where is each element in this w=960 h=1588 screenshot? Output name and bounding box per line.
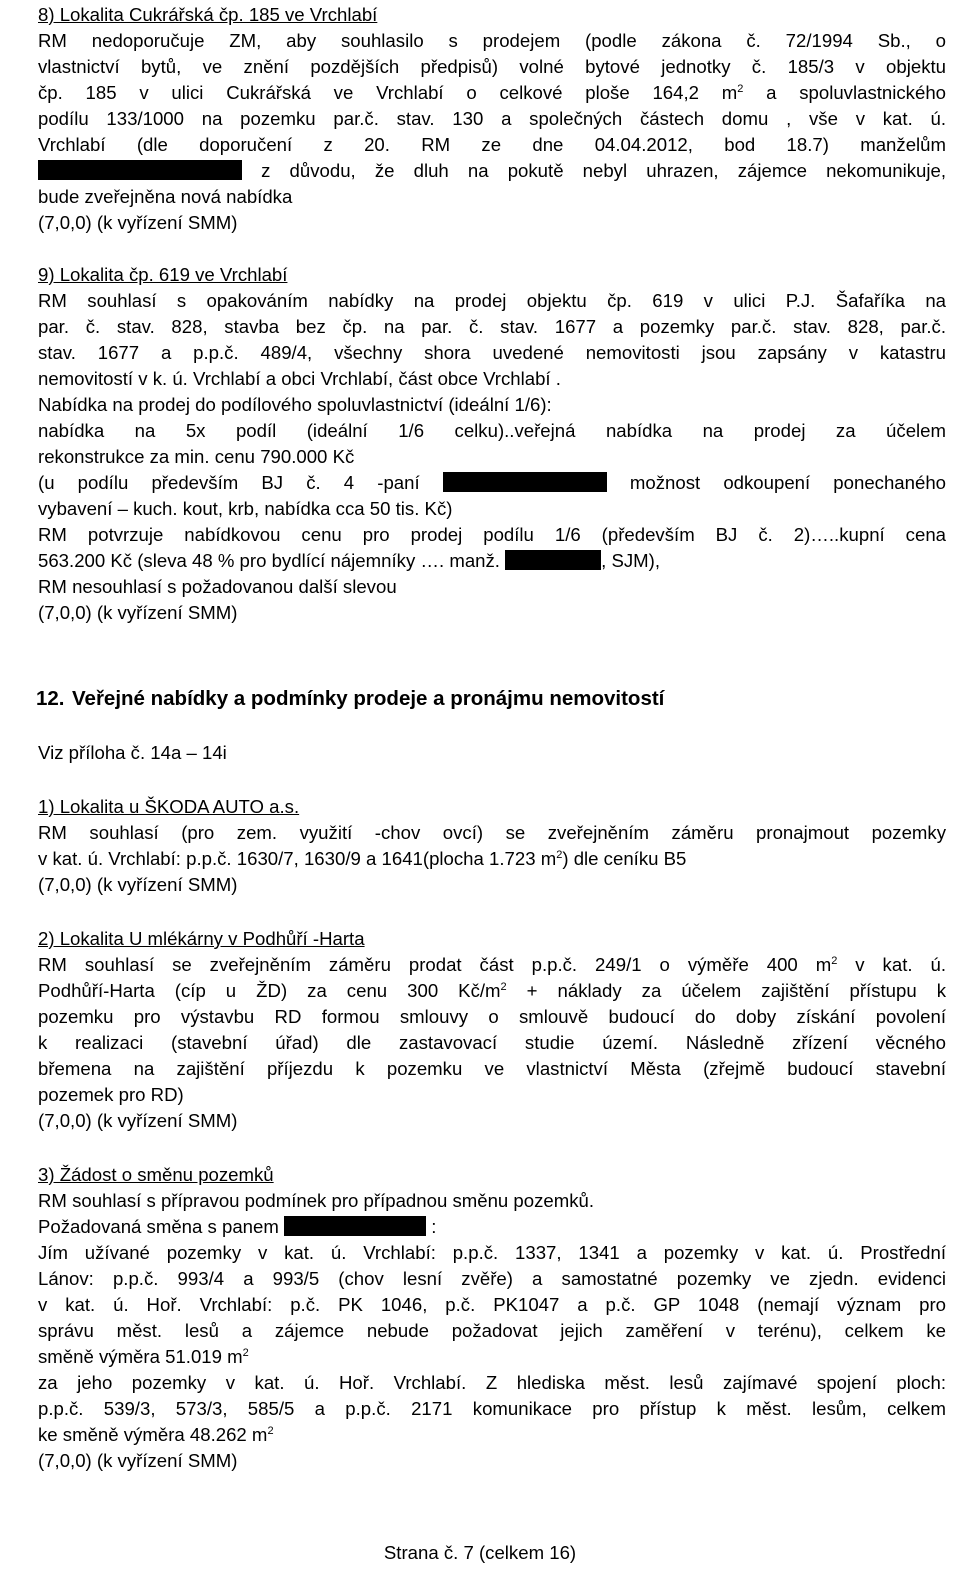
- section-12-heading: 12. Veřejné nabídky a podmínky prodeje a pronájmu nemovitostí: [36, 687, 665, 710]
- point-2-heading: 2) Lokalita U mlékárny v Podhůří -Harta: [38, 928, 365, 949]
- section-8-line-4: podílu 133/1000 na pozemku par.č. stav. 130 a společných částech domu , vše v kat. ú.: [38, 108, 946, 129]
- point-1-line-1: RM souhlasí (pro zem. využití -chov ovcí) se zveřejněním záměru pronajmout pozemky: [38, 822, 946, 843]
- section-9-line-2: par. č. stav. 828, stavba bez čp. na par. č. stav. 1677 a pozemky par.č. stav. 828, par.č.: [38, 316, 946, 337]
- point-1-line-2: v kat. ú. Vrchlabí: p.p.č. 1630/7, 1630/9 a 1641(plocha 1.723 $m^2$) dle ceníku B5: [38, 848, 687, 869]
- point-1-heading: 1) Lokalita u ŠKODA AUTO a.s.: [38, 796, 300, 817]
- section-9-line-3: stav. 1677 a p.p.č. 489/4, všechny shora uvedené nemovitosti jsou zapsány v katastru: [38, 342, 946, 363]
- point-2-line-6: pozemek pro RD): [38, 1084, 184, 1105]
- section-9-line-6: nabídka na 5x podíl (ideální 1/6 celku)..veřejná nabídka na prodej za účelem: [38, 420, 946, 441]
- section-9-line-11: 563.200 Kč (sleva 48 % pro bydlící nájemníky …. manž. , SJM),: [38, 550, 661, 571]
- point-3-line-4: Lánov: p.p.č. 993/4 a 993/5 (chov lesní zvěře) a samostatné pozemky ve zjedn. evidenci: [38, 1268, 946, 1289]
- section-9-line-10: RM potvrzuje nabídkovou cenu pro prodej podílu 1/6 (především BJ č. 2)…..kupní cena: [38, 524, 946, 545]
- page-footer: Strana č. 7 (celkem 16): [383, 1542, 577, 1563]
- section-8-line-1: RM nedoporučuje ZM, aby souhlasilo s prodejem (podle zákona č. 72/1994 Sb., o: [38, 30, 946, 51]
- point-2-line-3: pozemku pro výstavbu RD formou smlouvy o smlouvě budoucí do doby získání povolení: [38, 1006, 946, 1027]
- point-3-line-10: ke směně výměra 48.262 $m^2$: [38, 1424, 274, 1445]
- section-9-line-4: nemovitostí v k. ú. Vrchlabí a obci Vrchlabí, část obce Vrchlabí .: [38, 368, 561, 389]
- point-2-vote: (7,0,0) (k vyřízení SMM): [38, 1110, 238, 1131]
- redacted-name-block: [505, 550, 601, 570]
- point-3-line-8: za jeho pozemky v kat. ú. Hoř. Vrchlabí. Z hlediska měst. lesů zajímavé spojení ploch:: [38, 1372, 946, 1393]
- section-8-line-5: Vrchlabí (dle doporučení z 20. RM ze dne 04.04.2012, bod 18.7) manželům: [38, 134, 946, 155]
- point-2-line-5: břemena na zajištění příjezdu k pozemku ve vlastnictví Města (zřejmě budoucí stavební: [38, 1058, 946, 1079]
- point-2-line-1: RM souhlasí se zveřejněním záměru prodat část p.p.č. 249/1 o výměře 400 $m^2$ v kat. ú.: [38, 954, 946, 975]
- point-3-line-5: v kat. ú. Hoř. Vrchlabí: p.č. PK 1046, p.č. PK1047 a p.č. GP 1048 (nemají význam pro: [38, 1294, 946, 1315]
- section-9-line-9: vybavení – kuch. kout, krb, nabídka cca 50 tis. Kč): [38, 498, 453, 519]
- section-9-line-5: Nabídka na prodej do podílového spoluvlastnictví (ideální 1/6):: [38, 394, 552, 415]
- point-2-line-4: k realizaci (stavební úřad) dle zastavovací studie území. Následně zřízení věcného: [38, 1032, 946, 1053]
- section-9-line-12: RM nesouhlasí s požadovanou další slevou: [38, 576, 397, 597]
- section-12-attachment-ref: Viz příloha č. 14a – 14i: [38, 742, 227, 763]
- point-3-line-3: Jím užívané pozemky v kat. ú. Vrchlabí: p.p.č. 1337, 1341 a pozemky v kat. ú. Prostřední: [38, 1242, 946, 1263]
- point-2-line-2: Podhůří-Harta (cíp u ŽD) za cenu 300 $Kč/m^2$ + náklady za účelem zajištění přístupu k: [38, 980, 946, 1001]
- section-9-line-1: RM souhlasí s opakováním nabídky na prodej objektu čp. 619 v ulici P.J. Šafaříka na: [38, 290, 946, 311]
- section-8-line-6: z důvodu, že dluh na pokutě nebyl uhrazen, zájemce nekomunikuje,: [38, 158, 946, 184]
- redacted-name-block: [443, 472, 607, 492]
- section-9-vote: (7,0,0) (k vyřízení SMM): [38, 602, 238, 623]
- point-3-line-6: správu měst. lesů a zájemce nebude požadovat jejich zaměření v terénu), celkem ke: [38, 1320, 946, 1341]
- point-3-line-9: p.p.č. 539/3, 573/3, 585/5 a p.p.č. 2171 komunikace pro přístup k měst. lesům, celkem: [38, 1398, 946, 1419]
- point-3-line-2: Požadovaná směna s panem :: [38, 1216, 437, 1237]
- section-8-line-3: čp. 185 v ulici Cukrářská ve Vrchlabí o celkové ploše 164,2 $m^2$ a spoluvlastnického: [38, 82, 947, 103]
- section-9-line-8: (u podílu především BJ č. 4 -paní možnost odkoupení ponechaného: [38, 472, 946, 493]
- point-3-vote: (7,0,0) (k vyřízení SMM): [38, 1450, 238, 1471]
- redacted-name-block: [38, 160, 242, 180]
- section-9-heading: 9) Lokalita čp. 619 ve Vrchlabí: [38, 264, 288, 285]
- section-8-line-2: vlastnictví bytů, ve znění pozdějších předpisů) volné bytové jednotky č. 185/3 v objektu: [38, 56, 946, 77]
- point-1-vote: (7,0,0) (k vyřízení SMM): [38, 874, 238, 895]
- redacted-name-block: [284, 1216, 426, 1236]
- section-8-heading: 8) Lokalita Cukrářská čp. 185 ve Vrchlabí: [38, 4, 378, 25]
- section-8-line-7: bude zveřejněna nová nabídka: [38, 186, 293, 207]
- section-8-vote: (7,0,0) (k vyřízení SMM): [38, 212, 238, 233]
- section-9-line-7: rekonstrukce za min. cenu 790.000 Kč: [38, 446, 355, 467]
- point-3-line-7: směně výměra 51.019 $m^2$: [38, 1346, 249, 1367]
- point-3-line-1: RM souhlasí s přípravou podmínek pro případnou směnu pozemků.: [38, 1190, 595, 1211]
- point-3-heading: 3) Žádost o směnu pozemků: [38, 1164, 274, 1185]
